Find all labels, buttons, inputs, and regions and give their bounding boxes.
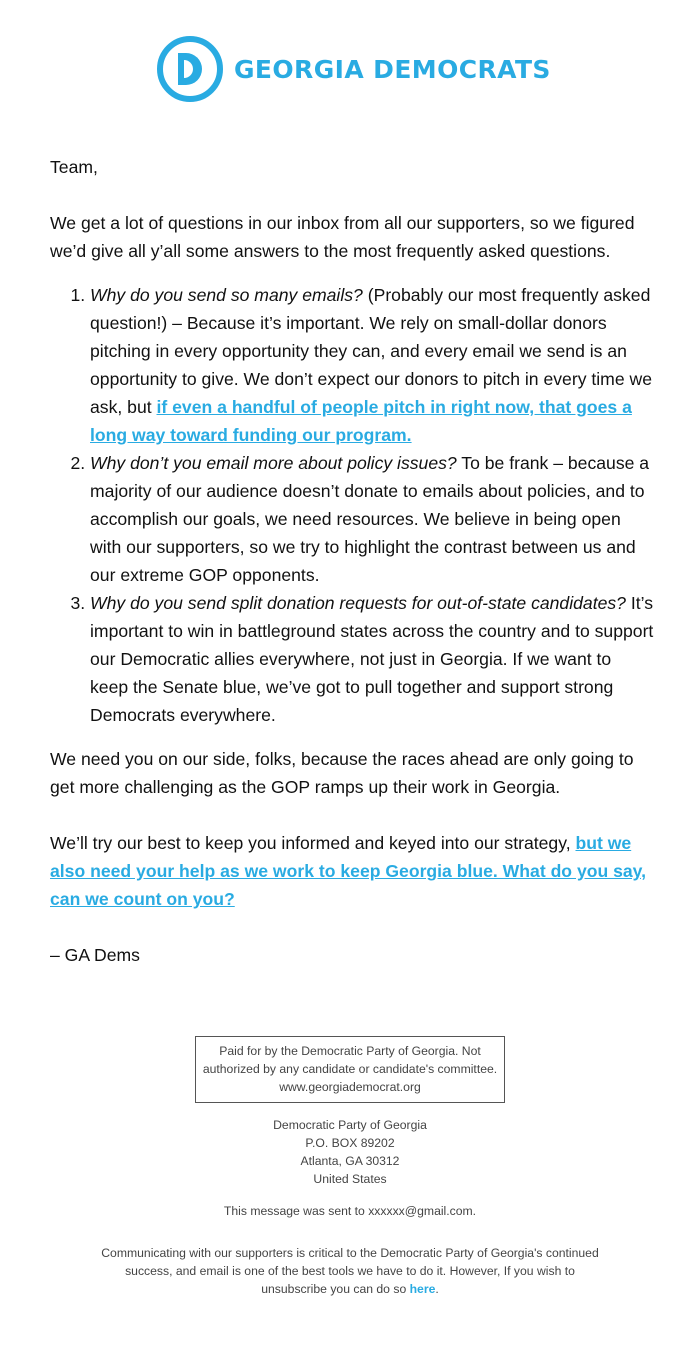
faq-question: Why don’t you email more about policy issues? bbox=[90, 453, 457, 473]
disclaimer-line: authorized by any candidate or candidate's committee. bbox=[202, 1062, 498, 1076]
logo-d-shape bbox=[178, 53, 202, 85]
intro-paragraph: We get a lot of questions in our inbox from all our supporters, so we figured we’d give all y’all some answers to the most frequently asked questions. bbox=[50, 213, 635, 261]
faq-item-emails bbox=[90, 281, 654, 449]
faq-answer: It’s important to win in battleground states across the country and to support our Democratic allies everywhere, not just in Georgia. If we want to keep the Senate blue, we’ve got to pull together and support strong Democrats everywhere. bbox=[90, 593, 654, 725]
faq-question: Why do you send split donation requests for out-of-state candidates? bbox=[90, 593, 626, 613]
signoff: – GA Dems bbox=[50, 945, 140, 965]
sent-prefix: This message was sent to bbox=[223, 1204, 369, 1218]
address-line: United States bbox=[313, 1172, 387, 1186]
faq-answer: (Probably our most frequently asked question!) – Because it’s important. We rely on small-dollar donors pitching in every opportunity they can, and every email we send is an opportunity to give. We don’t expect our donors to pitch in every time we ask, but bbox=[90, 285, 652, 417]
paid-for-disclaimer bbox=[195, 1036, 505, 1103]
disclaimer-line: Paid for by the Democratic Party of Georgia. Not bbox=[219, 1044, 481, 1058]
address-line: P.O. BOX 89202 bbox=[305, 1136, 395, 1150]
sent-to-notice bbox=[0, 1202, 700, 1220]
faq-question: Why do you send so many emails? bbox=[90, 285, 363, 305]
races-paragraph: We need you on our side, folks, because the races ahead are only going to get more challenging as the GOP ramps up their work in Georgia. bbox=[50, 749, 634, 797]
unsubscribe-link[interactable]: here bbox=[409, 1282, 436, 1296]
disclaimer-website: www.georgiademocrat.org bbox=[279, 1080, 421, 1094]
unsubscribe-notice bbox=[95, 1244, 605, 1298]
address-line: Atlanta, GA 30312 bbox=[300, 1154, 400, 1168]
mailing-address bbox=[0, 1116, 700, 1188]
faq-item-split-donations bbox=[90, 589, 654, 729]
unsubscribe-end: . bbox=[435, 1282, 439, 1296]
address-line: Democratic Party of Georgia bbox=[273, 1118, 427, 1132]
strategy-paragraph bbox=[50, 829, 654, 913]
democrats-d-logo-icon bbox=[157, 36, 223, 102]
donate-link-count-on-you[interactable]: but we also need your help as we work to keep Georgia blue. What do you say, can we count on you? bbox=[50, 833, 647, 909]
logo-text: GEORGIA DEMOCRATS bbox=[234, 54, 551, 84]
email-body bbox=[50, 153, 654, 969]
faq-item-policy bbox=[90, 449, 654, 589]
unsubscribe-text: Communicating with our supporters is critical to the Democratic Party of Georgia's continued success, and email is one of the best tools we have to do it. However, If you wish to unsubscribe you can do so bbox=[101, 1246, 599, 1296]
faq-answer: To be frank – because a majority of our audience doesn’t donate to emails about policies, and to accomplish our goals, we need resources. We believe in being open with our supporters, so we try to highlight the contrast between us and our extreme GOP opponents. bbox=[90, 453, 650, 585]
strategy-text: We’ll try our best to keep you informed and keyed into our strategy, bbox=[50, 833, 576, 853]
donate-link-handful[interactable]: if even a handful of people pitch in right now, that goes a long way toward funding our program. bbox=[90, 397, 632, 445]
recipient-email: xxxxxx@gmail.com. bbox=[368, 1204, 477, 1218]
georgia-democrats-logo[interactable] bbox=[157, 36, 551, 102]
faq-list bbox=[50, 281, 654, 729]
greeting: Team, bbox=[50, 157, 98, 177]
